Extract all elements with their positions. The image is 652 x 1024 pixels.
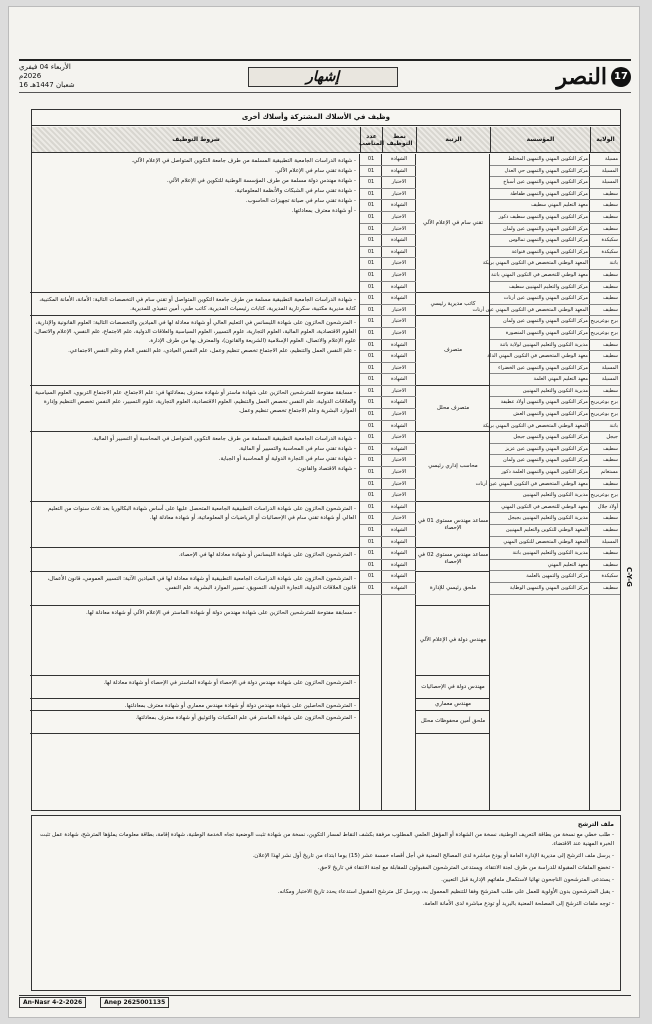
mode-cell: الشهادة (382, 282, 416, 294)
mode-cell: الشهادة (382, 560, 416, 572)
establishment-cell: مركز التكوين المهني والتمهين عين ولمان (490, 224, 590, 236)
mode-cell: الاختبار (382, 189, 416, 201)
wilaya-cell: سطيف (590, 455, 620, 467)
mode-cell: الشهادة (382, 340, 416, 352)
wilaya-cell: سطيف (590, 340, 620, 352)
wilaya-cell: برج بوعريريج (590, 409, 620, 421)
posts-cell: 01 (360, 386, 382, 398)
wilaya-cell: سطيف (590, 525, 620, 537)
conditions-cell (30, 154, 360, 293)
conditions-cell (30, 316, 360, 386)
condition-line: - شهادة تقني سام في الإعلام الآلي. (274, 168, 356, 174)
condition-line: - المترشحون الحائزون على شهادة الليسانس في التعليم العالي أو شهادة معادلة لها في الميادين والتخصصات التالية: العلوم القانونية والإدارية، العلوم الاقتصادية، العلوم المالية، العلوم التجارية، علوم التسيير، العلوم السياسية والعلاقات الدولية، علم الاجتماع، علم النفس، الإعلام والاتصال، علوم الإعلام والاتصال، العلوم الإسلامية (الشريعة والقانون)، والمعترف بها من طرف الإدارة. (34, 320, 356, 345)
establishment-cell: مركز التكوين المهني والتمهين سطيف ذكور (490, 212, 590, 224)
table-body (32, 154, 620, 810)
wilaya-cell: باتنة (590, 258, 620, 270)
posts-cell: 01 (360, 560, 382, 572)
header-establishment: المؤسسة (490, 127, 590, 152)
mode-cell: الشهادة (382, 525, 416, 537)
condition-line: - المترشحون الحائزون على شهادة الماستر في علم المكتبات والتوثيق أو شهادة معترف بمعادلتها. (135, 714, 356, 721)
mode-cell: الشهادة (382, 351, 416, 363)
table-header (32, 127, 620, 153)
mode-cell: الاختبار (382, 363, 416, 375)
establishment-cell: مركز التكوين المهني والتمهين حي العدل (490, 166, 590, 178)
wilaya-cell: المسيلة (590, 374, 620, 386)
mode-cell: الاختبار (382, 316, 416, 328)
header-conditions: شروط التوظيف (172, 136, 220, 143)
establishment-cell: مركز التكوين والتعليم المهنيين سطيف (490, 282, 590, 294)
mode-cell: الاختبار (382, 328, 416, 340)
mode-cell: الشهادة (382, 502, 416, 514)
establishment-cell: معهد الوطني للتخصص في التكوين المهني (490, 502, 590, 514)
posts-cell: 01 (360, 455, 382, 467)
recruitment-table (31, 109, 621, 811)
mode-cell: الاختبار (382, 467, 416, 479)
wilaya-cell: سطيف (590, 560, 620, 572)
wilaya-cell: برج بوعريريج (590, 328, 620, 340)
establishment-cell: المعهد الوطني المتخصص في التكوين المهني بريكة (490, 421, 590, 433)
wilaya-cell: سطيف (590, 282, 620, 294)
mode-cell: الاختبار (382, 258, 416, 270)
posts-cell: 01 (360, 571, 382, 583)
note-item: - تخضع الملفات المقبولة للدراسة من طرف لجنة الانتقاء، ويستدعى المترشحون المقبولون للمقابلة مع لجنة الانتقاء في تاريخ لاحق. (317, 865, 614, 871)
condition-line: - المترشحون الحائزون على شهادة الليسانس أو شهادة معادلة لها في الإحصاء. (178, 552, 356, 559)
mode-cell: الشهادة (382, 293, 416, 305)
posts-cell: 01 (360, 409, 382, 421)
posts-cell: 01 (360, 583, 382, 595)
mode-cell: الاختبار (382, 224, 416, 236)
mode-cell: الشهادة (382, 444, 416, 456)
conditions-cell (30, 432, 360, 502)
notes-title: ملف الترشح (577, 821, 614, 828)
establishment-cell: مركز التكوين المهني والتمهين عين ولمان (490, 316, 590, 328)
mode-cell: الاختبار (382, 432, 416, 444)
wilaya-cell: سطيف (590, 548, 620, 560)
condition-line: - المترشحون الحائزون على شهادة الدراسات التطبيقية الجامعية المتحصل عليها على أساس شهادة البكالوريا بعد ثلاث سنوات من التعليم العالي أو شهادة تقني سام في الإحصائيات أو الرياضيات أو المعلوماتية، أو شهادة معادلة لها. (47, 506, 356, 521)
wilaya-cell: سطيف (590, 386, 620, 398)
establishment-cell: معهد الوطني للتخصص في التكوين المهني باتنة (490, 270, 590, 282)
mode-cell: الاختبار (382, 386, 416, 398)
wilaya-cell: أولاد جلال (590, 502, 620, 514)
grade-cell: مساعد مهندس مستوى 02 في الإحصاء (416, 548, 490, 571)
mode-cell: الشهادة (382, 154, 416, 166)
mode-cell: الشهادة (382, 247, 416, 259)
conditions-cell (30, 606, 360, 676)
establishment-cell: المعهد الوطني المتخصص في التكوين المهني بريكة (490, 258, 590, 270)
conditions-cell (30, 386, 360, 432)
establishment-cell: مركز التكوين المهني والتمهين العلمة ذكور (490, 467, 590, 479)
condition-line: - شهادة تقني سام في التجارة الدولية أو المحاسبة أو الجباية. (218, 456, 356, 463)
mode-cell: الاختبار (382, 479, 416, 491)
newspaper-logo (556, 64, 631, 90)
note-item: - توجه ملفات الترشح إلى المصلحة المعنية بالبريد أو تودع مباشرة لدى الأمانة العامة. (422, 901, 614, 907)
wilaya-cell: المسيلة (590, 537, 620, 549)
establishment-cell: مركز التكوين والتمهين بالعلمة (490, 571, 590, 583)
wilaya-cell: باتنة (590, 421, 620, 433)
grade-cell: مساعد مهندس مستوى 01 في الإحصاء (416, 502, 490, 548)
establishment-cell: مركز التكوين المهني والتمهين قنواعة (490, 247, 590, 259)
mode-cell: الشهادة (382, 166, 416, 178)
posts-cell: 01 (360, 537, 382, 549)
establishment-cell: معهد التعليم المهني العلمة (490, 374, 590, 386)
wilaya-cell: المسيلة (590, 177, 620, 189)
notes-list (38, 831, 614, 909)
conditions-cell (30, 548, 360, 571)
posts-cell: 01 (360, 340, 382, 352)
application-notes (31, 815, 621, 991)
condition-line: - شهادة تقني سام في الشبكات والأنظمة المعلوماتية. (234, 188, 356, 194)
condition-line: - المترشحون الحاصلين على شهادة مهندس دولة أو شهادة مهندس معماري أو شهادة معترف بمعادلتها. (124, 703, 356, 710)
posts-cell: 01 (360, 154, 382, 166)
conditions-cell (30, 502, 360, 548)
condition-line: - مسابقة مفتوحة للمترشحين الحائزين على شهادة مهندس دولة أو شهادة الماستر في الإعلام الآلي أو شهادة معادلة لها. (85, 610, 356, 617)
posts-cell: 01 (360, 212, 382, 224)
wilaya-cell: سطيف (590, 200, 620, 212)
wilaya-cell: برج بوعريريج (590, 490, 620, 502)
posts-cell: 01 (360, 432, 382, 444)
note-item: - يستدعى المترشحون الناجحون نهائيا لاستكمال ملفاتهم الإدارية قبل التعيين. (441, 877, 614, 883)
mode-cell: الشهادة (382, 374, 416, 386)
issue-date: الأربعاء 04 فيفري 2026م 16 شعبان 1447هـ (19, 63, 75, 89)
condition-line: - المترشحون الحائزون على شهادة الدراسات الجامعية التطبيقية أو شهادة معادلة لها في الميادين الآتية: التسيير العمومي، قانون الأعمال، قانون العلاقات الدولية، التجارة الدولية، التسويق، تسيير الموارد البشرية، علم النفس. (47, 575, 356, 591)
posts-cell: 01 (360, 502, 382, 514)
establishment-cell: معهد التعليم المهني (490, 560, 590, 572)
posts-cell: 01 (360, 282, 382, 294)
posts-cell: 01 (360, 397, 382, 409)
wilaya-cell: سطيف (590, 189, 620, 201)
mode-cell: الاختبار (382, 409, 416, 421)
establishment-cell: مركز التكوين المهني والتمهين جيجل (490, 432, 590, 444)
grade-cell: ملحق أمين محفوظات محلل (416, 711, 490, 734)
mode-cell: الاختبار (382, 270, 416, 282)
table-title: وظيف في الأسلاك المشتركة وأسلاك أخرى (32, 110, 620, 126)
mode-cell: الشهادة (382, 571, 416, 583)
posts-cell: 01 (360, 235, 382, 247)
establishment-cell: مديرية التكوين والتعليم المهنيين بجيجل (490, 513, 590, 525)
posts-column (360, 154, 382, 810)
wilaya-cell: مسيلة (590, 154, 620, 166)
posts-cell: 01 (360, 490, 382, 502)
establishment-cell: مركز التكوين المهني والتمهين عين عزيز (490, 444, 590, 456)
posts-cell: 01 (360, 328, 382, 340)
logo-text: النصر (556, 63, 607, 90)
establishment-column (472, 154, 590, 810)
wilaya-cell: المسيلة (590, 363, 620, 375)
mode-cell: الاختبار (382, 490, 416, 502)
posts-cell: 01 (360, 351, 382, 363)
mode-cell: الشهادة (382, 537, 416, 549)
posts-cell: 01 (360, 166, 382, 178)
wilaya-cell: سطيف (590, 293, 620, 305)
wilaya-cell: سطيف (590, 212, 620, 224)
footer-paper: An-Nasr 4-2-2026 (19, 997, 86, 1008)
establishment-cell: مركز التكوين المهني والتمهين عين أسباخ (490, 177, 590, 189)
conditions-cell (30, 293, 360, 316)
wilaya-column (590, 154, 620, 810)
posts-cell: 01 (360, 444, 382, 456)
posts-cell: 01 (360, 200, 382, 212)
logo-badge: 17 (611, 67, 631, 87)
posts-cell: 01 (360, 525, 382, 537)
grade-cell: تقني سام في الإعلام الآلي (416, 154, 490, 293)
header-mode: نمط التوظيف (382, 127, 416, 152)
wilaya-cell: سطيف (590, 224, 620, 236)
condition-line: - مسابقة مفتوحة للمترشحين الحائزين على شهادة ماستر أو شهادة معترف بمعادلتها في: علم الاجتماع، علم الاجتماع التربوي، العلوم السياسية والعلاقات الدولية، علم النفس تخصص العمل والتنظيم، العلوم الاقتصادية، العلوم التجارية، علوم التسيير، علم النفس تخصص التنظيم وإدارة الموارد البشرية وعلم الاجتماع تخصص تنظيم وعمل. (35, 390, 356, 414)
mode-cell: الاختبار (382, 305, 416, 317)
header-grade: الرتبة (416, 127, 490, 152)
wilaya-cell: سطيف (590, 583, 620, 595)
establishment-cell: مركز التكوين المهني والتمهين أولاد عطيفة (490, 397, 590, 409)
wilaya-cell: المسيلة (590, 166, 620, 178)
grade-cell: محاسب إداري رئيسي (416, 432, 490, 502)
establishment-cell: مديرية التكوين والتعليم المهنيين (490, 386, 590, 398)
wilaya-cell: مستغانم (590, 467, 620, 479)
wilaya-cell: سطيف (590, 305, 620, 317)
posts-cell: 01 (360, 421, 382, 433)
grade-cell: كاتب مديرية رئيسي (416, 293, 490, 316)
posts-cell: 01 (360, 467, 382, 479)
page-footer (19, 995, 631, 1009)
condition-line: - علم النفس العمل والتنظيم، علم الاجتماع تخصص تنظيم وعمل، علم النفس العيادي، علم النفس العام وعلم النفس الاجتماعي. (68, 348, 356, 355)
mode-column (382, 154, 416, 810)
establishment-cell: مركز التكوين المهني والتمهين المختلط (490, 154, 590, 166)
mode-cell: الشهادة (382, 200, 416, 212)
posts-cell: 01 (360, 316, 382, 328)
conditions-cell (30, 699, 360, 711)
grade-cell: مهندس دولة في الإعلام الآلي (416, 606, 490, 676)
wilaya-cell: سكيكدة (590, 235, 620, 247)
grade-cell: ملحق رئيسي للإدارة (416, 572, 490, 607)
grade-cell: متصرف (416, 316, 490, 386)
page-header (19, 59, 631, 93)
establishment-cell: مركز التكوين المهني والتمهين العش (490, 409, 590, 421)
mode-cell: الشهادة (382, 583, 416, 595)
wilaya-cell: برج بوعريريج (590, 397, 620, 409)
establishment-cell: مركز التكوين المهني والتمهين عين أرنات (490, 293, 590, 305)
establishment-cell: مركز التكوين المهني والتمهين المنصورة (490, 328, 590, 340)
note-item: - طلب خطي مع نسخة من بطاقة التعريف الوطنية، نسخة من الشهادة أو المؤهل العلمي المطلوب مرفقة بكشف النقاط لمسار التكوين، نسخة من شهادة تثبت الوضعية تجاه الخدمة الوطنية، شهادة إقامة، بطاقة معلومات يملؤها المترشح، شهادة عمل تثبت الخبرة المهنية عند الاقتضاء. (40, 832, 614, 847)
condition-line: - أو شهادة معترف بمعادلتها. (291, 208, 356, 214)
posts-cell: 01 (360, 293, 382, 305)
establishment-cell: معهد الوطني المتخصص في التكوين المهني الدلة (490, 351, 590, 363)
wilaya-cell: سطيف (590, 351, 620, 363)
mode-cell: الشهادة (382, 548, 416, 560)
posts-cell: 01 (360, 305, 382, 317)
posts-cell: 01 (360, 363, 382, 375)
mode-cell: الاختبار (382, 455, 416, 467)
posts-cell: 01 (360, 177, 382, 189)
wilaya-cell: سكيكدة (590, 247, 620, 259)
posts-cell: 01 (360, 189, 382, 201)
establishment-cell: مركز التكوين المهني والتمهين تمالوس (490, 235, 590, 247)
wilaya-cell: سطيف (590, 479, 620, 491)
header-wilaya: الولاية (590, 127, 620, 152)
mode-cell: الاختبار (382, 513, 416, 525)
posts-cell: 01 (360, 247, 382, 259)
condition-line: - شهادة تقني سام في صيانة تجهيزات الحاسوب. (245, 198, 356, 204)
wilaya-cell: جيجل (590, 432, 620, 444)
mode-cell: الاختبار (382, 212, 416, 224)
establishment-cell: مديرية التكوين والتعليم المهنيين باتنة (490, 548, 590, 560)
establishment-cell: المعهد الوطني المتخصص في التكوين المهني عين أرنات (490, 305, 590, 317)
establishment-cell: مديرية التكوين والتعليم المهنيين (490, 490, 590, 502)
establishment-cell: مركز التكوين المهني والتمهين الوطاية (490, 583, 590, 595)
conditions-cell (30, 676, 360, 699)
condition-line: - شهادة الدراسات الجامعية التطبيقية المسلمة من طرف جامعة التكوين المتواصل في المحاسبة أو التسيير أو المالية. (91, 436, 356, 443)
condition-line: - شهادة الاقتصاد والقانون. (296, 466, 356, 473)
header-posts: عدد المناصب (360, 127, 382, 152)
mode-cell: الاختبار (382, 177, 416, 189)
establishment-cell: مديرية التكوين والتعليم المهنيين لولاية باتنة (490, 340, 590, 352)
establishment-cell: المعهد الوطني المتخصص للتكوين المهني (490, 537, 590, 549)
wilaya-cell: برج بوعريريج (590, 316, 620, 328)
wilaya-cell: سكيكدة (590, 571, 620, 583)
condition-line: - شهادة مهندس دولة مسلمة من طرف المؤسسة الوطنية للتكوين في الإعلام الآلي. (166, 178, 356, 184)
posts-cell: 01 (360, 513, 382, 525)
newspaper-page (8, 6, 640, 1018)
posts-cell: 01 (360, 270, 382, 282)
mode-cell: الشهادة (382, 421, 416, 433)
mode-cell: الشهادة (382, 235, 416, 247)
side-code: C-Y-G (625, 567, 633, 587)
mode-cell: الشهادة (382, 397, 416, 409)
grade-cell: مهندس دولة في الإحصائيات (416, 676, 490, 699)
note-item: - يقبل المترشحون بدون الأولوية للعمل على طلب المترشح وفقا للتنظيم المعمول به، ويرسل كل مترشح المقبول استدعاء يحدد تاريخ الاختبار ومكانه. (277, 889, 614, 895)
conditions-cell (30, 711, 360, 734)
posts-cell: 01 (360, 224, 382, 236)
establishment-cell: مركز التكوين المهني والتمهين طفاطة (490, 189, 590, 201)
establishment-cell: مركز التكوين المهني والتمهين عين ولمان (490, 455, 590, 467)
establishment-cell: معهد الوطني المتخصص في التكوين المهني عين أرنات (490, 479, 590, 491)
establishment-cell: معهد التعليم المهني سطيف (490, 200, 590, 212)
condition-line: - شهادة الدراسات الجامعية التطبيقية مسلمة من طرف جامعة التكوين المتواصل أو تقني سام في التخصصات التالية: الأمانة، الأمانة المكتبية، كتابة مديرية مكتبية، سكرتارية المديرية، كتابات رئيسيات المديرية، كاتب طبي، أمين تنفيذي للمديرية. (39, 297, 356, 313)
wilaya-cell: سطيف (590, 444, 620, 456)
posts-cell: 01 (360, 479, 382, 491)
wilaya-cell: سطيف (590, 513, 620, 525)
section-title: إشهار (248, 67, 398, 87)
conditions-cell (30, 572, 360, 607)
condition-line: - المترشحون الحائزون على شهادة مهندس دولة في الإحصاء أو شهادة الماستر في الإحصاء أو شهادة معادلة لها. (103, 680, 356, 686)
posts-cell: 01 (360, 548, 382, 560)
footer-anep: Anep 2625001135 (100, 997, 169, 1008)
note-item: - يرسل ملف الترشح إلى مديرية الإدارة العامة أو يودع مباشرة لدى المصالح المعنية في أجل أقصاه خمسة عشر (15) يوما ابتداء من تاريخ أول نشر لهذا الإعلان. (252, 853, 614, 859)
condition-line: - شهادة تقني سام في المحاسبة والتسيير أو المالية. (238, 446, 356, 453)
wilaya-cell: سطيف (590, 270, 620, 282)
posts-cell: 01 (360, 258, 382, 270)
posts-cell: 01 (360, 374, 382, 386)
establishment-cell: المعهد الوطني للتكوين والتعليم المهنيين (490, 525, 590, 537)
establishment-cell: مركز التكوين المهني والتمهين عين الخضراء (490, 363, 590, 375)
condition-line: - شهادة الدراسات الجامعية التطبيقية المسلمة من طرف جامعة التكوين المتواصل في الإعلام الآلي. (131, 158, 356, 164)
grade-cell: مهندس معماري (416, 699, 490, 711)
grade-cell: متصرف محلل (416, 386, 490, 432)
